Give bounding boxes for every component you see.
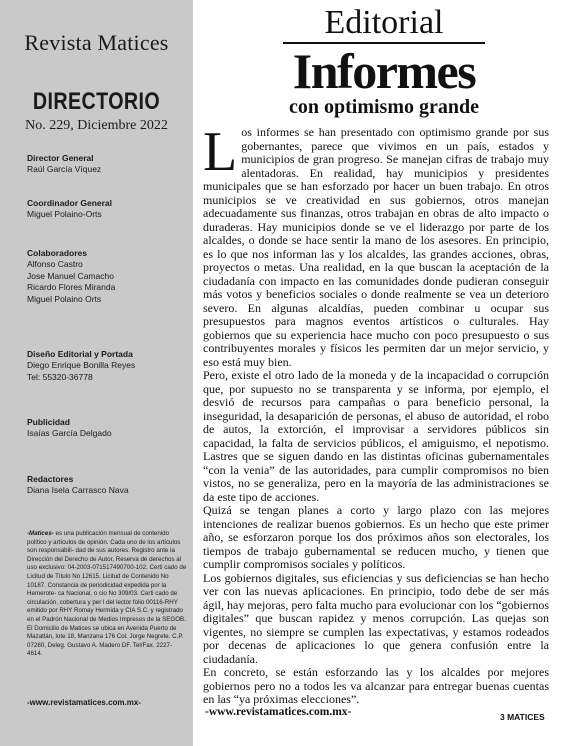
- sidebar-website-link[interactable]: -www.revistamatices.com.mx-: [27, 698, 141, 707]
- directory-sidebar: [0, 0, 193, 746]
- body-paragraph: [203, 121, 549, 369]
- issue-line: No. 229, Diciembre 2022: [25, 118, 168, 133]
- article-headline: Informes: [292, 43, 476, 99]
- staff-person: Diana Isela Carrasco Nava: [27, 485, 129, 495]
- legal-address: El Domicilio de Matices se ubica en Avenida Puerto de Mazatlán, lote 18, Manzana 176 Col. Jorge Negrete. C.P. 07280, Deleg. Gustavo A. Madero DF. Tel/Fax. 2227-4614.: [27, 624, 184, 658]
- staff-role: Redactores: [27, 474, 74, 484]
- legal-paragraph: [27, 530, 187, 625]
- staff-entry-director: [27, 153, 187, 176]
- staff-entry-coordinator: [27, 198, 187, 221]
- drop-cap: L: [203, 121, 238, 183]
- directory-heading: DIRECTORIO: [32, 88, 161, 115]
- staff-role: Colaboradores: [27, 248, 87, 258]
- staff-role: Director General: [27, 153, 94, 163]
- article-body: [203, 121, 549, 707]
- staff-person: Ricardo Flores Miranda: [27, 282, 116, 292]
- article-website-link[interactable]: -www.revistamatices.com.mx-: [205, 706, 352, 718]
- staff-person: Diego Enrique Bonilla Reyes: [27, 360, 136, 370]
- article-subhead: con optimismo grande: [289, 96, 479, 118]
- legal-brand: -Matices-: [27, 530, 54, 537]
- staff-role: Diseño Editorial y Portada: [27, 349, 133, 359]
- staff-person: Isaías García Delgado: [27, 428, 112, 438]
- section-kicker: Editorial: [324, 4, 444, 41]
- staff-person: Jose Manuel Camacho: [27, 270, 114, 281]
- body-paragraph: Los gobiernos digitales, sus eficiencias y sus deficiencias se han hecho ver con las nuevas aplicaciones. En principio, todo debe de ser más ágil, hay mejoras, pero falta mucho para evolucionar con los “gobiernos digitales” que buscan rapidez y menos corrupción. Las quejas son vigentes, no siempre se cumplen las expectativas, y estamos rodeados por decenas de aplicaciones lo que genera confusión entre la ciudadanía.: [203, 570, 549, 666]
- legal-text: es una publicación mensual de contenido político y artículos de opinión. Cada uno de los artículos son responsabili- dad de sus autores. Registro ante la Dirección del Derecho de Autor, Reserva de derechos al uso exclusivo: 04-2003-071517490700-102. Certi cado de Licitud de Título No 12615. Licitud de Contenido No 10187. Constancia de periodicidad expedida por la Hemerote- ca Nacional, o cio No 309/03. Certi cado de circulación, cobertura y per l del lector folio 00116-RHY emitido por RHY Romay Hermida y CIA S.C. y registrado en el Padrón Nacional de Medios Impresos de la SEGOB.: [27, 530, 187, 623]
- staff-role: Coordinador General: [27, 198, 113, 208]
- staff-entry-editors: [27, 474, 187, 497]
- staff-role: Publicidad: [27, 417, 70, 427]
- staff-person: Raúl García Víquez: [27, 164, 102, 174]
- magazine-title: Revista Matices: [24, 30, 169, 55]
- legal-notice: [27, 530, 187, 659]
- paragraph-text: os informes se han presentado con optimismo grande por sus gobernantes, parece que vivimos en un país, estados y municipios de gran progreso. Se manejan cifras de trabajo muy alentadoras. En realidad, hay municipios y presidentes municipales que se han esforzado por hacer un buen trabajo. En otros municipios se ve creatividad en sus gobiernos, otros manejan adecuadamente sus finanzas, otros trabajan en obras de alto impacto o duraderas. Hay municipios donde se ve el liderazgo por parte de los alcaldes, o donde se hace sentir la mano de los asesores. En principio, es lo que nos informan las y los alcaldes, las grandes acciones, obras, proyectos o metas. Una realidad, en la que buscan la aceptación de la ciudadanía con impacto en las comunidades donde pudieran conseguir más votos y beneficios sociales o donde realmente se vea un deterioro severo. En algunas alcaldías, pueden combinar u ocupar sus presupuestos para magnos eventos artísticos o culturales. Hay gobiernos que su experiencia hace mucho con poco presupuesto o sus contribuyentes morales y físicos les permiten dar un mejor servicio, y eso está muy bien.: [203, 125, 549, 369]
- staff-entry-collaborators: [27, 248, 187, 305]
- staff-entry-advertising: [27, 417, 187, 440]
- body-paragraph: En concreto, se están esforzando las y los alcaldes por mejores gobiernos pero no a todos les va alcanzar para entregar buenas cuentas en las “ya próximas elecciones”.: [203, 665, 549, 706]
- staff-person: Alfonso Castro: [27, 259, 83, 269]
- body-paragraph: Quizá se tengan planes a corto y largo plazo con las mejores intenciones de realizar buenos gobiernos. Es un hecho que este primer año, se esforzaron porque los dos próximos años son electorales, los tiempos de trabajo gubernamental se reducen mucho, y tienen que cumplir compromisos sociales y políticos.: [203, 503, 549, 571]
- page-folio: 3 MATICES: [500, 712, 545, 722]
- staff-person: Miguel Polaino-Orts: [27, 209, 102, 219]
- staff-phone: Tel: 55320-36778: [27, 371, 93, 382]
- body-paragraph: Pero, existe el otro lado de la moneda y de la incapacidad o corrupción que, por supuesto no se transparenta y se informa, por ejemplo, el desvió de recursos para campañas o para beneficio personal, la inseguridad, la desaparición de personas, el abuso de autoridad, el robo de autos, la extorción, el improvisar a servidores públicos sin capacidad, la falta de servicios públicos, el amiguismo, el nepotismo. Lastres que se siguen dando en las distintas oficinas gubernamentales “con la venia” de las autoridades, para cumplir compromisos no bien vistos, no se generaliza, pero en la mayoría de las administraciones se da este tipo de acciones.: [203, 368, 549, 504]
- staff-person: Miguel Polaino Orts: [27, 293, 102, 304]
- staff-entry-design: [27, 349, 187, 383]
